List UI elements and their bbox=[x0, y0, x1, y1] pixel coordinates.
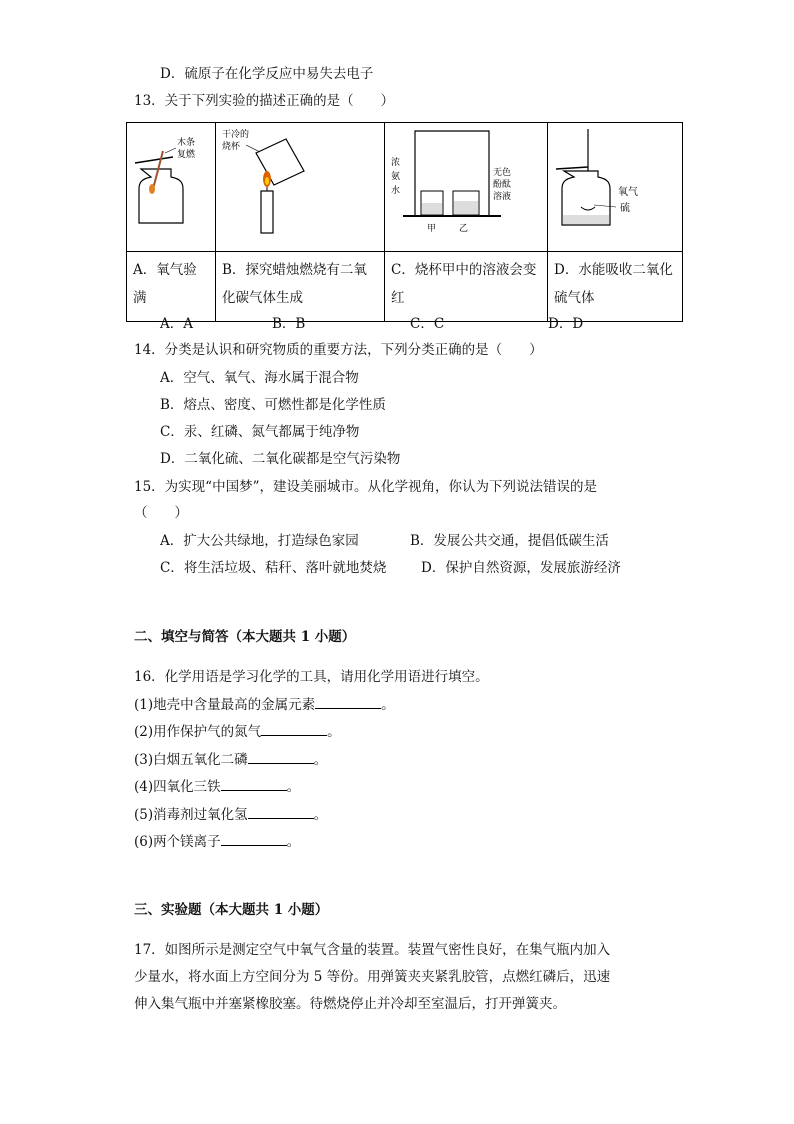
exp-a-desc: A．氧气验满 bbox=[127, 252, 216, 322]
exp-d-label-2: 硫 bbox=[620, 203, 630, 214]
answer-blank-5[interactable] bbox=[248, 805, 314, 819]
exp-b-label-1: 干冷的 bbox=[222, 130, 250, 140]
q13-option-c: C．C bbox=[410, 316, 445, 332]
q13-option-d: D．D bbox=[548, 316, 584, 332]
q16-item-1: (1)地壳中含量最高的金属元素 。 bbox=[134, 697, 395, 713]
exp-c-label-3: 水 bbox=[391, 186, 401, 196]
q17-line-1: 17．如图所示是测定空气中氧气含量的装置。装置气密性良好，在集气瓶内加入 bbox=[134, 942, 611, 958]
exp-c-label-jia: 甲 bbox=[427, 224, 437, 234]
exp-b-label-2: 烧杯 bbox=[222, 142, 241, 152]
exp-c-figure bbox=[385, 123, 548, 252]
q16-item-3: (3)白烟五氧化二磷 。 bbox=[134, 752, 328, 768]
q14-option-b: B．熔点、密度、可燃性都是化学性质 bbox=[160, 397, 386, 413]
exp-c-label-4: 无色 bbox=[493, 168, 512, 178]
exp-a-figure bbox=[127, 123, 216, 252]
q15-option-a: A．扩大公共绿地，打造绿色家园 bbox=[160, 533, 359, 549]
answer-blank-1[interactable] bbox=[315, 695, 381, 709]
q16-item-5: (5)消毒剂过氧化氢 。 bbox=[134, 807, 328, 823]
exp-c-label-5: 酚酞 bbox=[493, 180, 512, 190]
exp-c-label-yi: 乙 bbox=[459, 224, 469, 234]
q13-stem: 13．关于下列实验的描述正确的是（ ） bbox=[134, 93, 395, 109]
q15-option-b: B．发展公共交通，提倡低碳生活 bbox=[410, 533, 609, 549]
q14-option-d: D．二氧化硫、二氧化碳都是空气污染物 bbox=[160, 451, 401, 467]
q16-item-2: (2)用作保护气的氮气 。 bbox=[134, 724, 341, 740]
q14-stem: 14．分类是认识和研究物质的重要方法，下列分类正确的是（ ） bbox=[134, 342, 543, 358]
exp-d-label-1: 氧气 bbox=[618, 187, 638, 198]
exp-a-label-2: 复燃 bbox=[177, 150, 196, 160]
answer-blank-2[interactable] bbox=[261, 722, 327, 736]
q17-line-3: 伸入集气瓶中并塞紧橡胶塞。待燃烧停止并冷却至室温后，打开弹簧夹。 bbox=[134, 996, 566, 1012]
q14-option-a: A．空气、氧气、海水属于混合物 bbox=[160, 370, 359, 386]
exp-b-figure bbox=[216, 123, 385, 252]
section-2-heading: 二、填空与简答（本大题共 1 小题） bbox=[134, 629, 356, 645]
exp-d-figure bbox=[548, 123, 683, 252]
q16-stem: 16．化学用语是学习化学的工具，请用化学用语进行填空。 bbox=[134, 669, 489, 685]
exp-c-label-1: 浓 bbox=[391, 158, 401, 168]
q17-line-2: 少量水，将水面上方空间分为 5 等份。用弹簧夹夹紧乳胶管，点燃红磷后，迅速 bbox=[134, 969, 611, 985]
q16-item-4: (4)四氧化三铁 。 bbox=[134, 779, 301, 795]
q15-paren: （ ） bbox=[134, 505, 188, 521]
q13-option-b: B．B bbox=[272, 316, 306, 332]
exp-d-desc: D．水能吸收二氧化硫气体 bbox=[548, 252, 683, 322]
exp-a-label-1: 木条 bbox=[177, 138, 196, 148]
answer-blank-3[interactable] bbox=[248, 750, 314, 764]
exp-c-label-6: 溶液 bbox=[493, 192, 512, 202]
section-3-heading: 三、实验题（本大题共 1 小题） bbox=[134, 902, 329, 918]
q16-item-6: (6)两个镁离子 。 bbox=[134, 834, 301, 850]
exp-c-label-2: 氨 bbox=[391, 172, 401, 182]
q15-option-c: C．将生活垃圾、秸秆、落叶就地焚烧 bbox=[160, 560, 387, 576]
q13-experiment-table bbox=[126, 122, 683, 322]
answer-blank-4[interactable] bbox=[221, 777, 287, 791]
q15-option-d: D．保护自然资源，发展旅游经济 bbox=[421, 560, 621, 576]
q15-stem: 15．为实现“中国梦”，建设美丽城市。从化学视角，你认为下列说法错误的是 bbox=[134, 479, 597, 495]
q13-option-a: A．A bbox=[160, 316, 193, 332]
q14-option-c: C．汞、红磷、氮气都属于纯净物 bbox=[160, 424, 360, 440]
exp-b-desc: B．探究蜡烛燃烧有二氧化碳气体生成 bbox=[216, 252, 385, 322]
exp-c-desc: C．烧杯甲中的溶液会变红 bbox=[385, 252, 548, 322]
q12-option-d: D．硫原子在化学反应中易失去电子 bbox=[160, 66, 374, 82]
answer-blank-6[interactable] bbox=[221, 832, 287, 846]
